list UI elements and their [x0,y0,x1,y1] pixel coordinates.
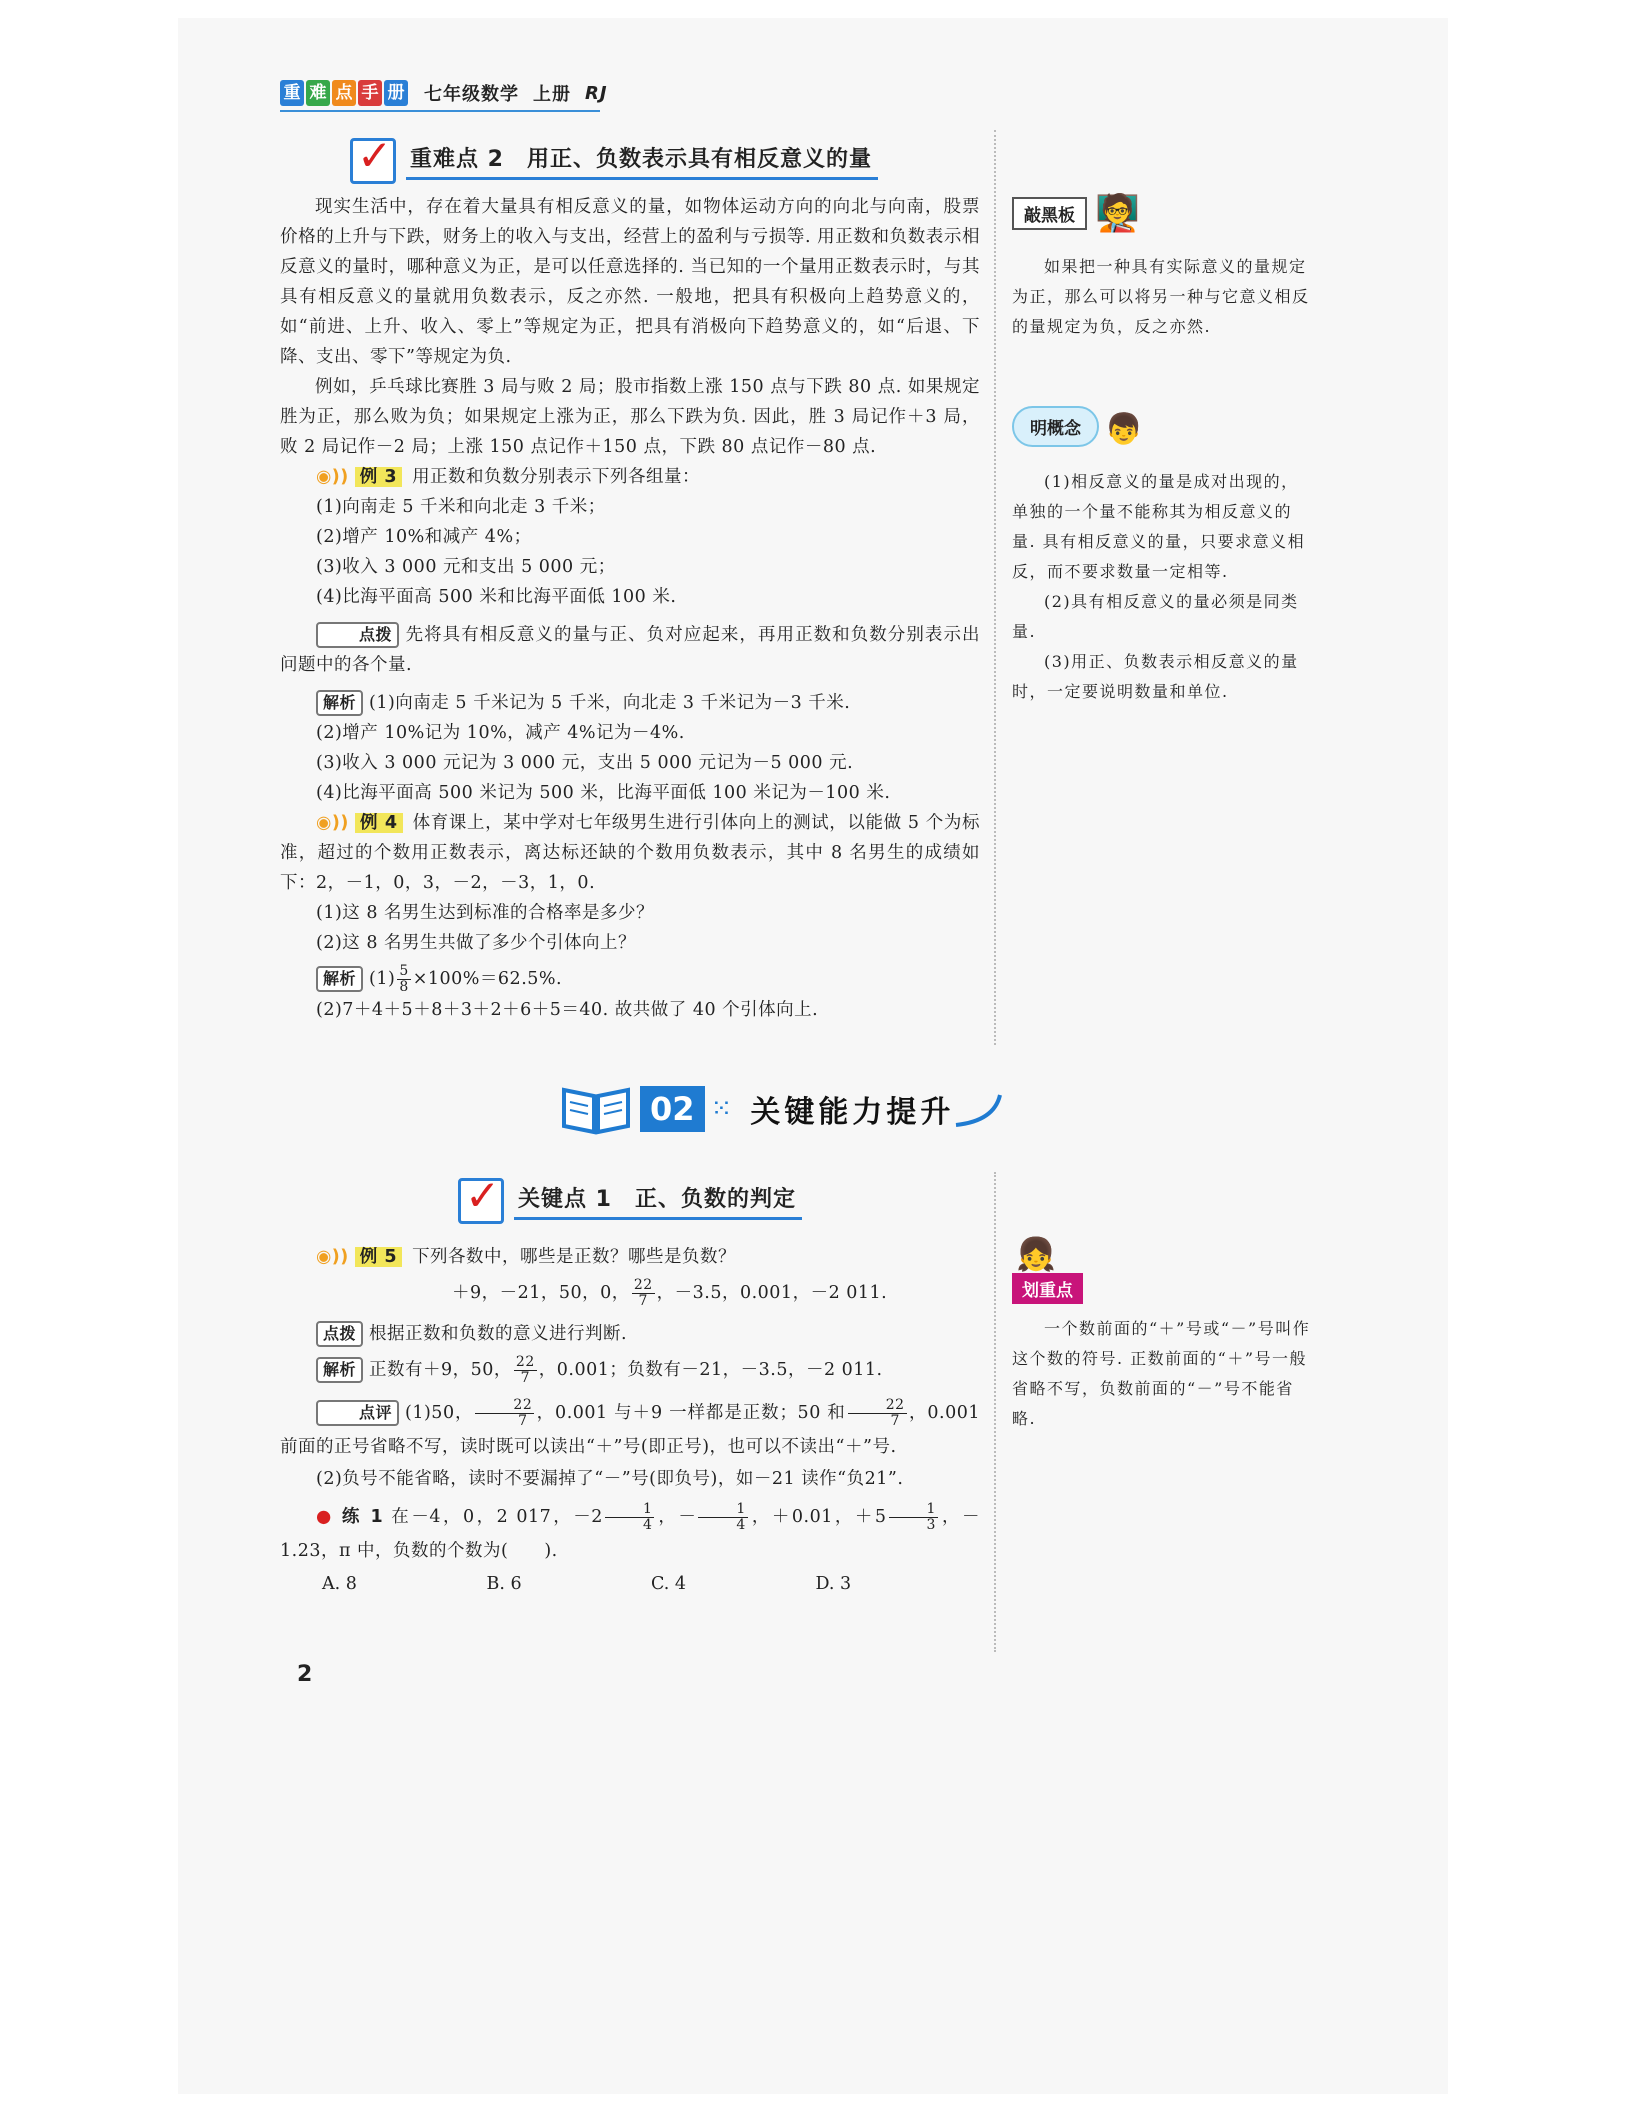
denominator: 7 [518,1413,528,1429]
numerator: 1 [605,1502,654,1518]
section-heading: 重难点 2 用正、负数表示具有相反意义的量 [406,142,878,180]
sidebar-1 [1012,192,1312,707]
sidebar-2 [1012,1235,1312,1434]
solution-tag: 解析 [316,690,363,716]
numerator: 5 [399,963,409,979]
practice-text: ，－ [656,1507,697,1527]
section-title-1 [350,131,878,184]
section-2-body [280,1242,980,1594]
dots-icon: ⁙ [710,1094,733,1124]
review-text: ，0.001 与＋9 一样都是正数；50 和 [536,1403,846,1423]
brand-char: 重 [280,80,304,106]
checkmark-icon: ✓ [350,138,396,184]
review-text: (1)50， [405,1403,474,1423]
solution-tag: 解析 [316,1357,363,1383]
example-label: 例 5 [355,1247,402,1267]
hint-tag: 点拨 [316,622,399,648]
fraction [605,1502,654,1533]
solution-text: ，0.001；负数有－21，－3.5，－2 011. [538,1360,883,1380]
review-line: (2)负号不能省略，读时不要漏掉了“－”号(即负号)，如－21 读作“负21”. [316,1469,904,1489]
solution-tag: 解析 [316,966,363,992]
chapter-title: 关键能力提升 [750,1095,955,1130]
solution-text: 正数有＋9，50， [369,1360,512,1380]
girl-icon: 👧 [1016,1235,1056,1273]
brand-char: 手 [358,80,382,106]
number-list [280,1278,980,1309]
solution-block [280,688,980,718]
fraction [514,1355,537,1386]
section-1-body [280,192,980,1025]
hint-text: 先将具有相反意义的量与正、负对应起来，再用正数和负数分别表示出问题中的各个量. [280,625,980,675]
denominator: 7 [520,1370,531,1386]
option-c[interactable]: C. 4 [651,1574,687,1594]
example-text: 用正数和负数分别表示下列各组量： [412,467,701,487]
column-divider [994,1172,996,1652]
edition-label: RJ [585,82,608,104]
practice-block [280,1500,980,1568]
concept-label: 明概念 [1012,406,1099,447]
page-number: 2 [297,1662,313,1687]
concept-text: (1)相反意义的量是成对出现的，单独的一个量不能称其为相反意义的量. 具有相反意义的量，只要求意义相反，而不要求数量一定相等. [1012,472,1306,581]
fraction [848,1398,907,1429]
numerator: 22 [515,1354,535,1370]
concept-header [1012,406,1312,447]
speaker-icon: ◉)) [316,1247,349,1267]
speaker-icon: ◉)) [316,467,349,487]
solution-text: ×100%＝62.5%. [412,969,563,989]
teacher-icon: 🧑‍🏫 [1095,193,1140,234]
fraction [698,1502,747,1533]
hint-block [280,1319,980,1349]
denominator: 8 [399,979,409,995]
pin-icon: ● [316,1507,334,1527]
example-label: 例 4 [355,813,403,833]
review-text: ，0.001 前面的正号省略不写，读时既可以读出“＋”号(即正号)，也可以不读出“＋”号. [280,1403,980,1457]
example-paragraph: 例如，乒乓球比赛胜 3 局与败 2 局；股市指数上涨 150 点与下跌 80 点. 如果规定胜为正，那么败为负；如果规定上涨为正，那么下跌为负. 因此，胜 3 局记作＋3 局，败 2 局记作－2 局；上涨 150 点记作＋150 点，下跌 80 点记作－80 点. [280,377,980,457]
list-item: (2)增产 10%和减产 4%； [316,527,532,547]
student-icon: 👦 [1105,412,1143,447]
solution-text: (1) [369,969,396,989]
review-tag: 点评 [316,1400,399,1426]
section-title-2 [458,1171,802,1224]
solution-line: (4)比海平面高 500 米记为 500 米，比海平面低 100 米记为－100 米. [316,783,891,803]
brand-char: 点 [332,80,356,106]
example-text: 下列各数中，哪些是正数？哪些是负数？ [412,1247,737,1267]
chapter-banner [560,1082,1004,1136]
hint-text: 根据正数和负数的意义进行判断. [369,1324,628,1344]
grade-label: 七年级数学 [424,84,519,105]
fraction [889,1502,938,1533]
swoosh-icon [954,1091,1004,1127]
numerator: 22 [633,1277,653,1293]
checkmark-icon: ✓ [458,1178,504,1224]
numbers-text: ＋9，－21，50，0， [452,1283,630,1303]
option-a[interactable]: A. 8 [322,1574,357,1594]
numerator: 1 [889,1502,938,1518]
section-heading: 关键点 1 正、负数的判定 [514,1182,802,1220]
example-4-question [280,808,980,898]
concept-text: (2)具有相反意义的量必须是同类量. [1012,592,1299,641]
volume-label: 上册 [533,84,571,105]
speaker-icon: ◉)) [316,813,349,833]
solution-line: (3)收入 3 000 元记为 3 000 元，支出 5 000 元记为－5 000 元. [316,753,854,773]
example-label: 例 3 [355,467,402,487]
option-b[interactable]: B. 6 [486,1574,522,1594]
brand-char: 册 [384,80,408,106]
intro-paragraph: 现实生活中，存在着大量具有相反意义的量，如物体运动方向的向北与向南，股票价格的上升与下跌，财务上的收入与支出，经营上的盈利与亏损等. 用正数和负数表示相反意义的量时，哪种意义为正，是可以任意选择的. 当已知的一个量用正数表示时，与其具有相反意义的量就用负数表示，反之亦然. 一般地，把具有积极向上趋势意义的，如“前进、上升、收入、零上”等规定为正，把具有消极向下趋势意义的，如“后退、下降、支出、零下”等规定为负. [280,197,980,367]
list-item: (3)收入 3 000 元和支出 5 000 元； [316,557,616,577]
brand-char: 难 [306,80,330,106]
solution-line: (2)7＋4＋5＋8＋3＋2＋6＋5＝40. 故共做了 40 个引体向上. [316,1000,819,1020]
list-item: (1)向南走 5 千米和向北走 3 千米； [316,497,606,517]
callout-text: 如果把一种具有实际意义的量规定为正，那么可以将另一种与它意义相反的量规定为负，反之亦然. [1012,257,1310,336]
denominator: 3 [926,1517,936,1533]
numerator: 1 [698,1502,747,1518]
fraction [632,1278,655,1309]
book-icon [560,1082,632,1136]
header-rule [280,110,600,112]
example-5-question [280,1242,980,1272]
example-3-question [280,462,980,492]
numerator: 22 [848,1398,907,1414]
solution-text: (1)向南走 5 千米记为 5 千米，向北走 3 千米记为－3 千米. [369,693,851,713]
practice-text: ，＋0.01，＋5 [749,1507,887,1527]
solution-line: (2)增产 10%记为 10%，减产 4%记为－4%. [316,723,685,743]
denominator: 4 [736,1517,746,1533]
key-point-label: 划重点 [1012,1273,1083,1304]
column-divider [994,130,996,1045]
practice-text: 在－4，0，2 017，－2 [391,1507,603,1527]
answer-options [280,1574,980,1594]
review-block [280,1396,980,1464]
denominator: 7 [890,1413,900,1429]
list-item: (1)这 8 名男生达到标准的合格率是多少？ [316,903,655,923]
hint-block [280,620,980,680]
numbers-text: ，－3.5，0.001，－2 011. [656,1283,888,1303]
list-item: (2)这 8 名男生共做了多少个引体向上？ [316,933,637,953]
numerator: 22 [475,1398,534,1414]
page-header [280,80,608,106]
example-text: 体育课上，某中学对七年级男生进行引体向上的测试，以能做 5 个为标准，超过的个数用正数表示，离达标还缺的个数用负数表示，其中 8 名男生的成绩如下：2，－1，0，3，－2，－3，1，0. [280,813,980,893]
solution-block [280,1355,980,1386]
list-item: (4)比海平面高 500 米和比海平面低 100 米. [316,587,677,607]
denominator: 7 [638,1293,648,1309]
option-d[interactable]: D. 3 [815,1574,852,1594]
solution-block [280,964,980,995]
key-point-text: 一个数前面的“＋”号或“－”号叫作这个数的符号. 正数前面的“＋”号一般省略不写，负数前面的“－”号不能省略. [1012,1319,1311,1428]
brand-logo [280,80,410,106]
fraction [475,1398,534,1429]
chapter-number: 02 [640,1086,705,1132]
callout-header [1012,192,1312,234]
hint-tag: 点拨 [316,1321,363,1347]
practice-text: ，－1.23，π 中，负数的个数为( ). [280,1507,980,1561]
callout-label: 敲黑板 [1012,197,1087,230]
denominator: 4 [642,1517,653,1533]
fraction [397,964,410,995]
practice-label: 练 1 [341,1507,384,1527]
concept-text: (3)用正、负数表示相反意义的量时，一定要说明数量和单位. [1012,652,1299,701]
